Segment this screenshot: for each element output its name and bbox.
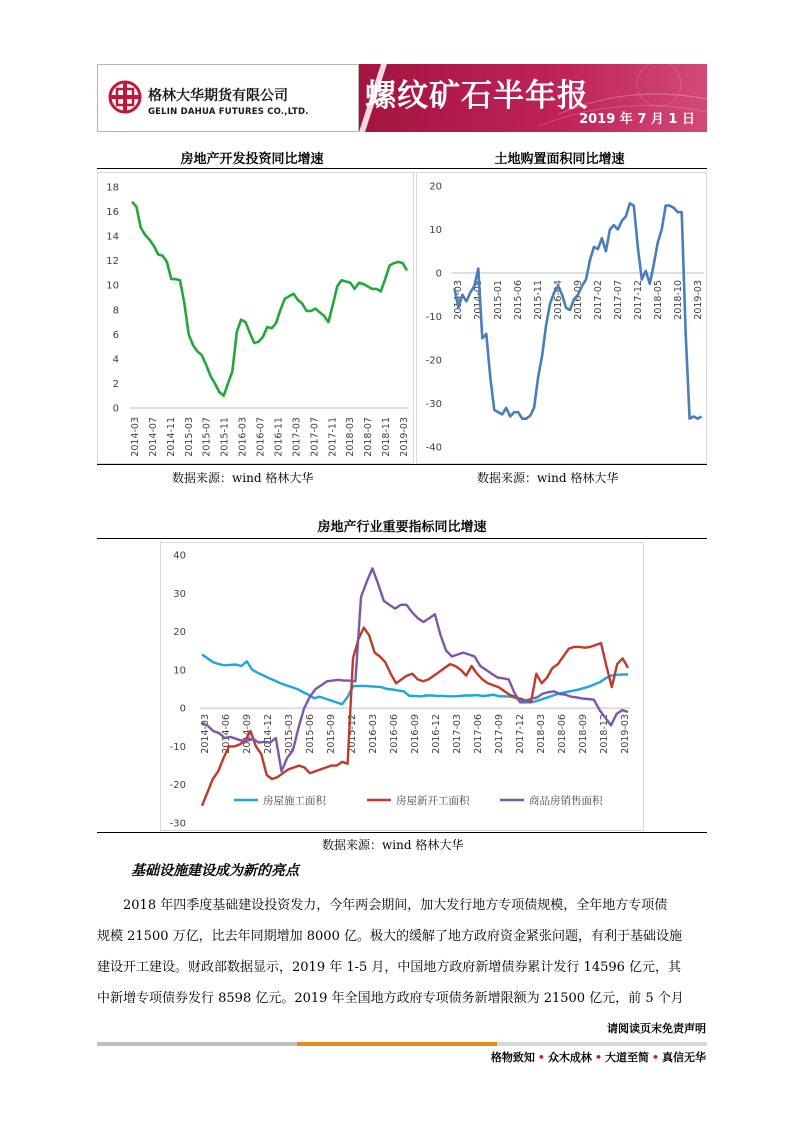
x-tick-label: 2014-03 [130, 417, 141, 457]
x-tick-label: 2017-07 [613, 280, 624, 320]
y-tick-label: 30 [173, 588, 186, 600]
x-tick-label: 2014-12 [263, 714, 274, 754]
x-tick-label: 2018-07 [363, 417, 375, 457]
x-tick-label: 2017-03 [291, 417, 303, 457]
x-tick-label: 2016-12 [431, 714, 442, 754]
x-tick-label: 2015-06 [513, 280, 524, 320]
x-tick-label: 2017-02 [593, 280, 604, 320]
x-tick-label: 2017-09 [494, 714, 505, 754]
y-tick-label: 40 [173, 550, 186, 562]
x-tick-label: 2014-03 [200, 714, 211, 754]
x-tick-label: 2014-06 [221, 714, 232, 754]
y-tick-label: -10 [169, 741, 186, 753]
y-tick-label: 4 [112, 354, 119, 366]
y-tick-label: -40 [425, 442, 442, 454]
left-chart-source: 数据来源：wind 格林大华 [172, 471, 314, 485]
company-logo-icon [108, 79, 142, 115]
paragraph-line: 2018 年四季度基础建设投资发力，今年两会期间，加大发行地方专项债规模，全年地方专项债 [123, 898, 668, 913]
company-name-en: GELIN DAHUA FUTURES CO.,LTD. [148, 107, 309, 117]
x-tick-label: 2014-07 [147, 417, 159, 457]
x-tick-label: 2016-07 [255, 417, 267, 457]
right-chart-title: 土地购置面积同比增速 [494, 152, 625, 167]
x-tick-label: 2015-01 [493, 280, 504, 320]
section-heading: 基础设施建设成为新的亮点 [131, 863, 299, 879]
x-tick-label: 2016-03 [237, 417, 249, 457]
x-tick-label: 2019-03 [693, 280, 704, 320]
slogan-dot: • [594, 1051, 602, 1064]
x-tick-label: 2019-03 [399, 417, 410, 457]
y-tick-label: -20 [169, 780, 186, 792]
report-date: 2019 年 7 月 1 日 [579, 112, 695, 127]
x-tick-label: 2018-12 [599, 714, 610, 754]
y-tick-label: 14 [106, 231, 119, 243]
y-tick-label: -30 [425, 399, 442, 410]
legend-entry: 房屋新开工面积 [396, 795, 470, 807]
x-tick-label: 2015-06 [305, 714, 316, 754]
y-tick-label: 10 [106, 280, 119, 292]
top-rule [97, 168, 707, 169]
x-tick-label: 2016-04 [553, 280, 564, 320]
x-tick-label: 2018-03 [536, 714, 547, 754]
x-tick-label: 2016-09 [573, 280, 584, 320]
y-tick-label: 6 [112, 329, 119, 341]
x-tick-label: 2018-06 [557, 714, 568, 754]
top-charts-bottom-rule [97, 464, 707, 465]
x-tick-label: 2016-03 [368, 714, 379, 754]
disclaimer-notice: 请阅读页末免责声明 [607, 1022, 706, 1035]
y-tick-label: 20 [429, 181, 442, 193]
y-tick-label: 2 [112, 378, 119, 390]
paragraph-line: 建设开工建设。财政部数据显示，2019 年 1-5 月，中国地方政府新增债券累计发行 14596 亿元，其 [97, 960, 682, 975]
x-tick-label: 2018-09 [578, 714, 589, 754]
x-tick-label: 2018-11 [381, 417, 393, 457]
x-tick-label: 2014-11 [165, 417, 177, 457]
left-chart-title: 房地产开发投资同比增速 [180, 152, 324, 167]
footer-bar-segment [97, 1042, 297, 1046]
bottom-chart-bottom-rule [97, 832, 707, 833]
legend-entry: 房屋施工面积 [263, 795, 326, 807]
report-title: 螺纹矿石半年报 [365, 78, 589, 114]
right-chart-source: 数据来源：wind 格林大华 [477, 471, 619, 485]
y-tick-label: 18 [106, 182, 119, 194]
x-tick-label: 2015-03 [183, 417, 195, 457]
footer-bar-segment [497, 1042, 707, 1046]
land-purchase-growth-chart [416, 172, 707, 464]
y-tick-label: 10 [173, 665, 186, 677]
x-tick-label: 2017-03 [452, 714, 463, 754]
footer-bar-segment [297, 1042, 497, 1046]
x-tick-label: 2015-12 [347, 714, 358, 754]
x-tick-label: 2019-03 [620, 714, 631, 754]
y-tick-label: 8 [112, 305, 119, 317]
chart-frame [161, 543, 644, 831]
y-tick-label: 10 [429, 225, 442, 236]
x-tick-label: 2014-08 [473, 280, 484, 320]
y-tick-label: 16 [106, 207, 119, 219]
company-logo-box [97, 64, 359, 132]
x-tick-label: 2014-03 [453, 280, 464, 320]
paragraph-line: 中新增专项债券发行 8598 亿元。2019 年全国地方政府专项债务新增限额为 21500 亿元，前 5 个月 [97, 991, 684, 1006]
x-tick-label: 2017-12 [633, 280, 644, 320]
x-tick-label: 2016-06 [389, 714, 400, 754]
x-tick-label: 2016-09 [410, 714, 421, 754]
bottom-chart-title: 房地产行业重要指标同比增速 [317, 520, 487, 535]
x-tick-label: 2017-06 [473, 714, 484, 754]
x-tick-label: 2015-11 [219, 417, 231, 457]
y-tick-label: 20 [173, 627, 186, 639]
footer-slogan [491, 1049, 706, 1065]
bottom-chart-source: 数据来源：wind 格林大华 [322, 838, 464, 852]
company-name-cn: 格林大华期货有限公司 [148, 88, 288, 104]
paragraph-line: 规模 21500 万亿，比去年同期增加 8000 亿。极大的缓解了地方政府资金紧张问题，有利于基础设施 [97, 929, 682, 944]
x-tick-label: 2017-12 [515, 714, 526, 754]
x-tick-label: 2015-11 [533, 280, 544, 320]
body-paragraph [97, 890, 707, 1014]
x-tick-label: 2015-07 [201, 417, 213, 457]
x-tick-label: 2015-09 [326, 714, 337, 754]
slogan-item: 众木成林 [547, 1051, 592, 1064]
y-tick-label: 0 [179, 703, 186, 715]
x-tick-label: 2015-03 [284, 714, 295, 754]
slogan-dot: • [537, 1051, 545, 1064]
slogan-item: 大道至简 [604, 1051, 649, 1064]
x-tick-label: 2014-09 [242, 714, 253, 754]
report-header [97, 64, 707, 132]
x-tick-label: 2016-11 [273, 417, 285, 457]
legend-entry: 商品房销售面积 [529, 795, 603, 807]
footer-color-bar [97, 1042, 707, 1046]
investment-growth-chart [97, 172, 414, 464]
x-tick-label: 2018-10 [673, 280, 684, 320]
x-tick-label: 2017-11 [327, 417, 339, 457]
slogan-dot: • [651, 1051, 659, 1064]
y-tick-label: 0 [112, 403, 119, 415]
x-tick-label: 2017-07 [309, 417, 321, 457]
y-tick-label: 12 [106, 256, 119, 268]
y-tick-label: -20 [425, 355, 442, 367]
y-tick-label: 0 [435, 268, 442, 280]
y-tick-label: -10 [425, 312, 442, 323]
slogan-item: 真信无华 [662, 1051, 706, 1064]
y-tick-label: -30 [169, 818, 186, 830]
slogan-item: 格物致知 [490, 1051, 535, 1064]
x-tick-label: 2018-05 [653, 280, 664, 320]
real-estate-indicators-chart [160, 542, 644, 831]
bottom-chart-top-rule [97, 538, 707, 539]
x-tick-label: 2018-03 [345, 417, 357, 457]
